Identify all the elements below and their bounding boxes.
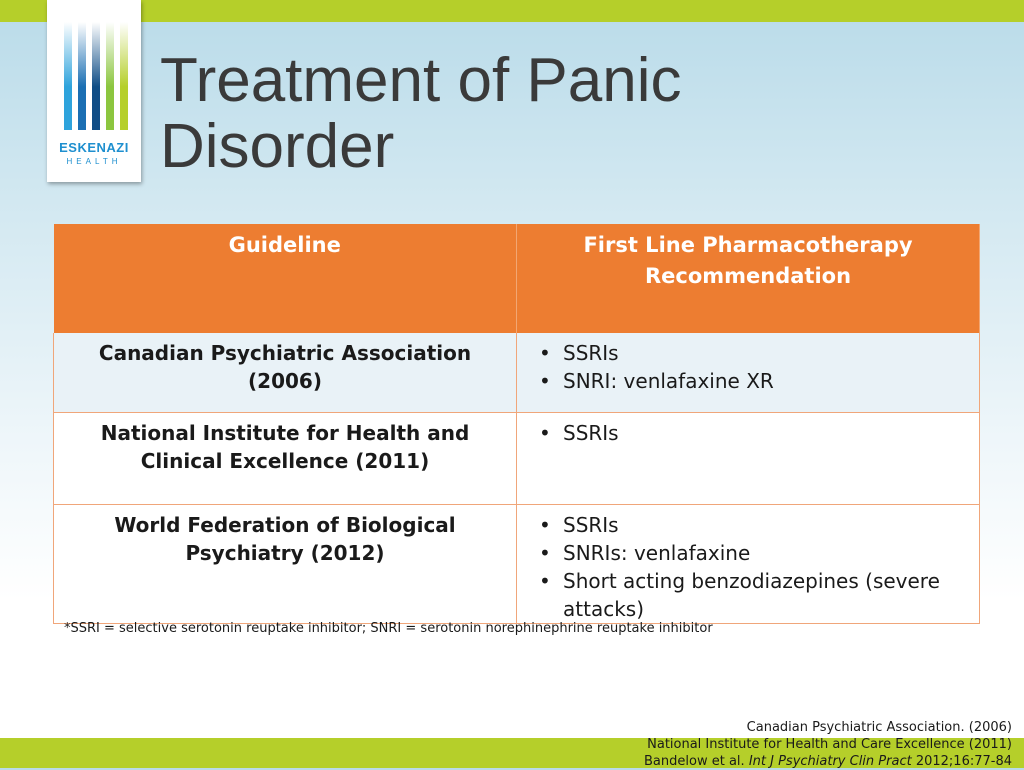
reference-1: Canadian Psychiatric Association. (2006): [746, 720, 1012, 735]
guideline-cell: Canadian Psychiatric Association (2006): [54, 333, 517, 413]
references: [492, 719, 1012, 770]
eskenazi-health-logo: [47, 0, 141, 182]
recommendation-list: [527, 339, 969, 395]
logo-name: ESKENAZI: [59, 140, 129, 155]
recommendation-list: [527, 511, 969, 623]
reference-3-detail: 2012;16:77-84: [915, 754, 1012, 769]
header-guideline: Guideline: [54, 224, 517, 333]
logo-stripe: [92, 22, 100, 130]
top-accent-bar: [0, 0, 1024, 22]
recommendation-list: [527, 419, 969, 447]
reference-3-author: Bandelow et al.: [644, 754, 745, 769]
list-item: • SNRIs: venlafaxine: [547, 539, 969, 567]
title-line-1: Treatment of Panic: [160, 46, 682, 115]
reference-2: National Institute for Health and Care Excellence (2011): [647, 737, 1012, 752]
logo-stripe: [120, 22, 128, 130]
recommendation-cell: [517, 505, 980, 624]
header-recommendation: First Line Pharmacotherapy Recommendation: [517, 224, 980, 333]
table-row: [54, 333, 980, 413]
recommendation-cell: [517, 333, 980, 413]
list-item: • SSRIs: [547, 339, 969, 367]
guideline-cell: National Institute for Health and Clinical Excellence (2011): [54, 413, 517, 505]
list-item: • SSRIs: [547, 511, 969, 539]
table-row: [54, 505, 980, 624]
table-row: [54, 413, 980, 505]
list-item: • SSRIs: [547, 419, 969, 447]
list-item: • SNRI: venlafaxine XR: [547, 367, 969, 395]
guideline-table: [53, 224, 980, 624]
reference-3: [492, 753, 1012, 770]
title-line-2: Disorder: [160, 112, 395, 181]
recommendation-cell: [517, 413, 980, 505]
abbreviation-footnote: *SSRI = selective serotonin reuptake inhibitor; SNRI = serotonin norephinephrine reuptake inhibitor: [64, 621, 713, 636]
guideline-cell: World Federation of Biological Psychiatry (2012): [54, 505, 517, 624]
logo-stripe: [78, 22, 86, 130]
table-header-row: [54, 224, 980, 333]
slide-title: [160, 48, 860, 180]
logo-stripe: [64, 22, 72, 130]
reference-3-journal: Int J Psychiatry Clin Pract: [748, 754, 912, 769]
list-item: • Short acting benzodiazepines (severe attacks): [547, 567, 969, 623]
logo-subtitle: HEALTH: [66, 157, 122, 166]
logo-stripe: [106, 22, 114, 130]
